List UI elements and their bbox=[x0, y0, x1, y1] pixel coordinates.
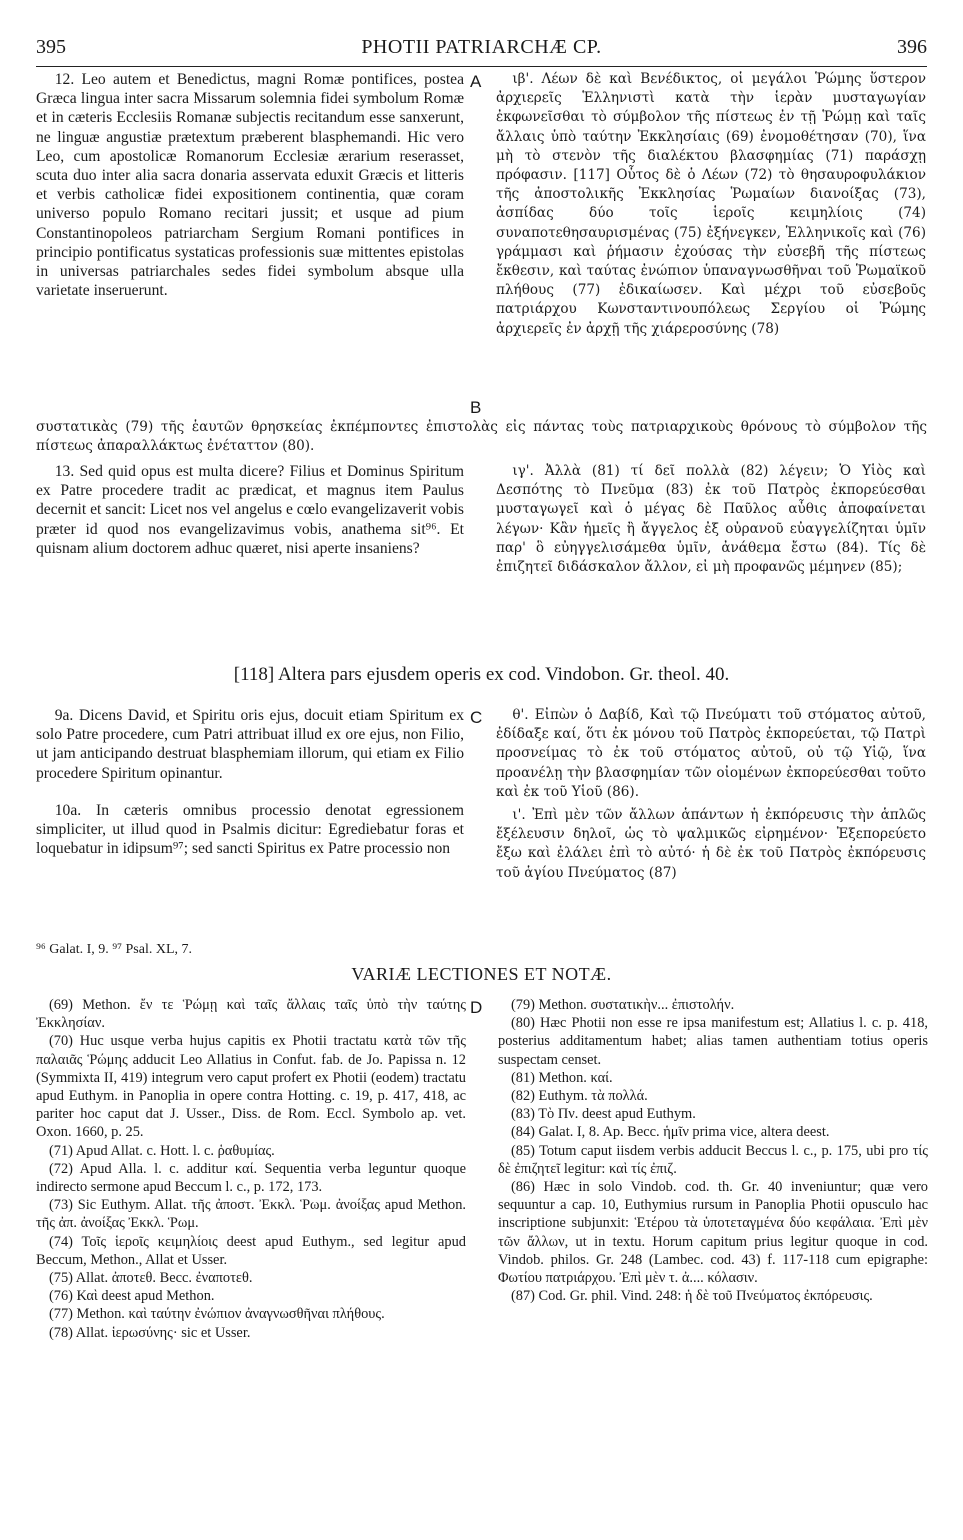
note-81: (81) Methon. καί. bbox=[510, 1069, 613, 1086]
note-83: (83) Τὸ Πν. deest apud Euthym. bbox=[510, 1106, 696, 1123]
note-86: (86) Hæc in solo Vindob. cod. th. Gr. 40 inveniuntur; quæ vero sequuntur a cap. 10, Euthymius rursum in Panoplia Photii opusculo hac inscriptione subjunxit: Ἑτέρου τὰ ὑποτεταγμένα δύο κεφάλαια. Ἐπὶ μὲν τῶν ἄλλων, ut in textu. Horum capitum prius legitur quoque in cod. Vindob. philos. Gr. 248 (Lambec. cod. 43) f. 117-118 cum epigraphe: Φωτίου πατριάρχου. Ἐπὶ μὲν τ. ἀ.... κόλασιν. bbox=[498, 1179, 928, 1287]
latin-paragraph-13: 13. Sed quid opus est multa dicere? Filius et Dominus Spiritum ex Patre procedere tradit ac prædicat, et magnus item Paulus decernit et sancit: Licet nos vel angelus e cœlo evangelizaverit vobis præter id quod nos evangelizavimus vobis, anathema sit⁹⁶. Et quisnam alium doctorem adhuc quæret, nisi aperte insaniens? bbox=[36, 463, 464, 557]
note-87: (87) Cod. Gr. phil. Vind. 248: ἡ δὲ τοῦ Πνεύματος ἐκπόρευσις. bbox=[510, 1288, 873, 1305]
notes-right-column bbox=[498, 996, 928, 1305]
latin-column-top bbox=[36, 70, 464, 300]
note-73: (73) Sic Euthym. Allat. τῆς ἀποστ. Ἐκκλ. Ῥωμ. ἀνοίξας apud Methon. τῆς ἀπ. ἀνοίξας Ἐκκλ. Ῥωμ. bbox=[36, 1197, 466, 1232]
running-title: PHOTII PATRIARCHÆ CP. bbox=[361, 36, 602, 58]
scripture-footnote: ⁹⁶ Galat. I, 9. ⁹⁷ Psal. XL, 7. bbox=[36, 942, 193, 957]
margin-marker-b: B bbox=[470, 398, 482, 417]
note-80: (80) Hæc Photii non esse re ipsa manifestum est; Allatius l. c. p. 418, posterius additamentum habet; alias tamen authentiam totius operis suspectam censet. bbox=[498, 1015, 928, 1068]
note-70: (70) Huc usque verba hujus capitis ex Photii tractatu κατὰ τῶν τῆς παλαιᾶς Ῥώμης adducit Leo Allatius in Confut. fab. de Jo. Papissa n. 12 (Symmixta II, 419) integrum vero caput profert ex Photii (eodem) tractatu apud Euthym. in Panoplia in opere contra Hotting. c. 19, p. 417, 418, ac pariter hoc caput dat J. Usser., Diss. de Rom. Eccl. Symbolo ap. vet. Oxon. 1660, p. 25. bbox=[36, 1033, 466, 1141]
greek-paragraph-12: ιβ'. Λέων δὲ καὶ Βενέδικτος, οἱ μεγάλοι Ῥώμης ὕστερον ἀρχιερεῖς Ἑλληνιστὶ κατὰ τὴν ἱερὰν μυσταγωγίαν ἐκφωνεῖσθαι τὸ σύμβολον τῆς πίστεως ἐν τῇ Ῥώμῃ καὶ ταῖς ἄλλαις ὑπὸ ταύτην Ἐκκλησίαις (69) ἐνομοθέτησαν (70), ἵνα μὴ τὸ στενὸν τῆς διαλέκτου βλασφημίας (71) παράσχῃ πρόφασιν. [117] Οὗτος δὲ ὁ Λέων (72) τὸ θησαυροφυλάκιον τῆς ἀποστολικῆς Ἐκκλησίας Ῥωμαίων διανοίξας (73), ἀσπίδας δύο τοῖς ἱεροῖς κειμηλίοις (74) συναποτεθησαυρισμένας (75) ἐξήνεγκεν, Ἑλληνικοῖς καὶ (76) γράμμασι καὶ ῥήμασιν ἐχούσας τὴν εὐσεβῆ τῆς πίστεως ἔκθεσιν, καὶ ταύτας ἐνώπιον ὑπαναγνωσθῆναι τοῦ Ῥωμαϊκοῦ πλήθους (77) ἐδικαίωσεν. Καὶ μέχρι τοῦ εὐσεβοῦς πατριάρχου Κωνσταντινουπόλεως Σεργίου οἱ Ῥώμης ἀρχιερεῖς ἐν ἀρχῇ τῆς χιάρεροσύνης (78) bbox=[496, 71, 926, 337]
page-header bbox=[36, 36, 927, 62]
right-page-number: 396 bbox=[897, 36, 927, 58]
notes-left-column bbox=[36, 996, 466, 1342]
latin-column-second bbox=[36, 706, 464, 858]
section-heading: [118] Altera pars ejusdem operis ex cod. Vindobon. Gr. theol. 40. bbox=[233, 664, 730, 685]
note-85: (85) Totum caput iisdem verbis adducit Beccus l. c., p. 175, ubi pro τίς δὲ ἐπιζητεῖ legitur: καὶ τίς ἐπιζ. bbox=[498, 1142, 928, 1177]
latin-column-13 bbox=[36, 462, 464, 558]
header-rule bbox=[36, 66, 927, 67]
latin-paragraph-10a: 10a. In cæteris omnibus processio denotat egressionem simpliciter, ut illud quod in Psalmis dicitur: Egrediebatur foras et loquebatur in idipsum⁹⁷; sed sancti Spiritus ex Patre processio non bbox=[36, 801, 464, 858]
note-76: (76) Καὶ deest apud Methon. bbox=[48, 1288, 215, 1305]
note-84: (84) Galat. I, 8. Ap. Becc. ἡμῖν prima vice, altera deest. bbox=[510, 1124, 830, 1141]
note-72: (72) Apud Alla. l. c. additur καί. Sequentia verba leguntur quoque indirecto sermone apud Beccum l. c., p. 172, 173. bbox=[36, 1160, 466, 1196]
latin-paragraph-12: 12. Leo autem et Benedictus, magni Romæ pontifices, postea Græca lingua inter sacra Missarum solemnia fidei symbolum Romæ et in cæteris Ecclesiis Romanæ subjectis recitandum esse sanxerunt, ne linguæ angustiæ prætextum præberent blasphemandi. Hic vero Leo, cum apostolicæ Romanorum Ecclesiæ ærarium reserasset, scuta duo inter alia sacra donaria asservata eduxit Græcis et litteris et verbis catholicæ fidei expositionem continentia, quæ coram universo populo Romano recitari jussit; et usque ad pium Constantinopoleos patriarcham Sergium Romani pontifices in principio pontificatus systaticas professionis suæ mittentes epistolas in universas patriarchales sedes fidei symbolum absque ulla varietate inseruerunt. bbox=[36, 71, 464, 300]
note-78: (78) Allat. ἱερωσύνης· sic et Usser. bbox=[48, 1324, 251, 1341]
margin-marker-a: A bbox=[470, 72, 482, 91]
margin-marker-d: D bbox=[470, 998, 483, 1017]
greek-full-width-line: συστατικὰς (79) τῆς ἑαυτῶν θρησκείας ἐκπέμποντες ἐπιστολὰς εἰς πάντας τοὺς πατριαρχικοὺς θρόνους τὸ σύμβολον τῆς πίστεως ἀπαραλλάκτως ἐνέταττον (80). bbox=[36, 419, 927, 454]
note-79: (79) Methon. συστατικὴν... ἐπιστολήν. bbox=[510, 997, 735, 1013]
note-71: (71) Apud Allat. c. Hott. l. c. ῥαθυμίας. bbox=[48, 1142, 275, 1159]
notes-title: VARIÆ LECTIONES ET NOTÆ. bbox=[351, 964, 612, 984]
greek-paragraph-13: ιγ'. Ἀλλὰ (81) τί δεῖ πολλὰ (82) λέγειν; Ὁ Υἱὸς καὶ Δεσπότης τὸ Πνεῦμα (83) ἐκ τοῦ Πατρὸς ἐκπορεύεσθαι μυσταγωγεῖ καὶ ὁ μέγας δὲ Παῦλος αὖθις ἀποφαίνεται λέγων· Κἂν ἡμεῖς ἢ ἄγγελος ἐξ οὐρανοῦ εὐαγγελίζηται ὑμῖν παρ' ὃ εὐηγγελισάμεθα ὑμῖν, ἀνάθεμα ἔστω (84). Τίς δὲ ἐπιζητεῖ διδάσκαλον ἄλλον, εἰ μὴ προφανῶς μέμηνεν (85); bbox=[496, 463, 926, 576]
greek-column-second bbox=[496, 706, 926, 883]
margin-marker-c: C bbox=[470, 708, 483, 727]
left-page-number: 395 bbox=[36, 36, 66, 58]
greek-column-13 bbox=[496, 462, 926, 577]
greek-paragraph-10: ι'. Ἐπὶ μὲν τῶν ἄλλων ἁπάντων ἡ ἐκπόρευσις τὴν ἁπλῶς ἔξέλευσιν δηλοῖ, ὡς τὸ ψαλμικῶς εἰρημένον· Ἐξεπορεύετο ἔξω καὶ ἐλάλει ἐπὶ τὸ αὐτό· ἡ δὲ ἐκ τοῦ Πατρὸς ἐκπόρευσις τοῦ ἁγίου Πνεύματος (87) bbox=[496, 807, 926, 881]
greek-column-top bbox=[496, 70, 926, 339]
greek-paragraph-9: θ'. Εἰπὼν ὁ Δαβίδ, Καὶ τῷ Πνεύματι τοῦ στόματος αὐτοῦ, ἐδίδαξε καί, ὅτι ἐκ μόνου τοῦ Πατρὸς ἐκπορεύεται, τῷ Πατρὶ προσνείμας τὸ ἐκ τοῦ στόματος αὐτοῦ, οὐ τῷ Υἱῷ, ἵνα προανέλῃ τὴν βλασφημίαν τῶν οἰομένων ἐκπορεύεσθαι τοῦτο καὶ ἐκ τοῦ Υἱοῦ (86). bbox=[496, 707, 926, 800]
note-77: (77) Methon. καὶ ταύτην ἐνώπιον ἀναγνωσθῆναι πλήθους. bbox=[48, 1306, 385, 1323]
note-82: (82) Euthym. τὰ πολλά. bbox=[510, 1088, 648, 1105]
note-75: (75) Allat. ἀποτεθ. Becc. ἐναποτεθ. bbox=[48, 1270, 253, 1287]
note-74: (74) Τοῖς ἱεροῖς κειμηλίοις deest apud Euthym., sed legitur apud Beccum, Methon., Allat et Usser. bbox=[36, 1233, 466, 1268]
latin-paragraph-9a: 9a. Dicens David, et Spiritu oris ejus, docuit etiam Spiritum ex solo Patre procedere, cum Patri attribuat illud ex ore ejus, non Filio, ut jam anticipando destruat blasphemiam illorum, qui etiam ex Filio procedere Spiritum opinantur. bbox=[36, 707, 464, 782]
note-69: (69) Methon. ἔν τε Ῥώμῃ καὶ ταῖς ἄλλαις ταῖς ὑπὸ τὴν ταύτης Ἐκκλησίαν. bbox=[36, 997, 466, 1032]
